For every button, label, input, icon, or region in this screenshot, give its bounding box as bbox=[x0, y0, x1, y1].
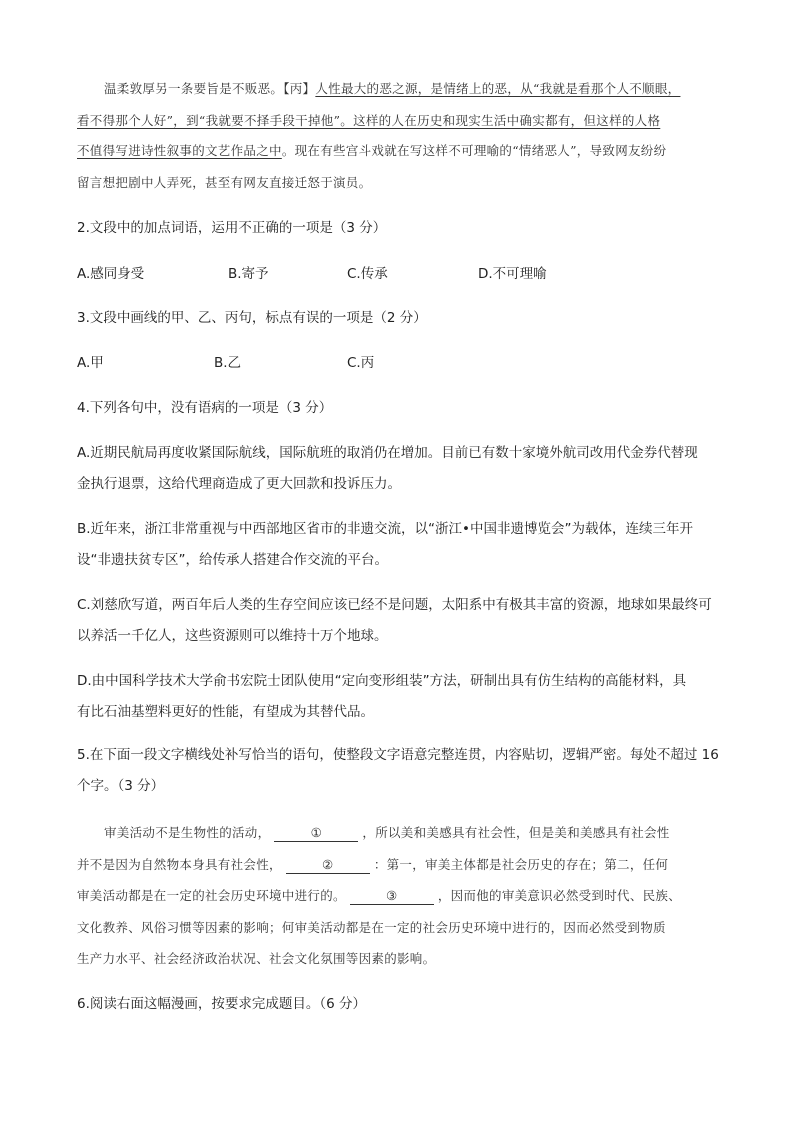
passage-line-3: 不值得写进诗性叙事的文艺作品之中。现在有些宫斗戏就在写这样不可理喻的“情绪恶人”，导致网友纷纷 bbox=[77, 143, 667, 158]
q4-option-d-line-1[interactable]: D.由中国科学技术大学俞书宏院士团队使用“定向变形组装”方法，研制出具有仿生结构的高能材料，具 bbox=[77, 673, 687, 689]
question-2: 2.文段中的加点词语，运用不正确的一项是（3 分） bbox=[77, 220, 387, 236]
q3-option-a[interactable]: A.甲 bbox=[77, 355, 104, 371]
q3-option-b[interactable]: B.乙 bbox=[214, 355, 242, 371]
underlined-sentence-bing: 人性最大的恶之源，是情绪上的恶，从“我就是看那个人不顺眼， bbox=[315, 81, 681, 96]
blank-3[interactable]: ③ bbox=[350, 888, 434, 905]
question-6: 6.阅读右面这幅漫画，按要求完成题目。（6 分） bbox=[77, 996, 367, 1012]
q4-option-b-line-2[interactable]: 设“非遗扶贫专区”，给传承人搭建合作交流的平台。 bbox=[77, 552, 388, 568]
q2-option-a[interactable]: A.感同身受 bbox=[77, 266, 145, 282]
q4-option-a-line-2[interactable]: 金执行退票，这给代理商造成了更大回款和投诉压力。 bbox=[77, 476, 401, 492]
question-4: 4.下列各句中，没有语病的一项是（3 分） bbox=[77, 400, 333, 416]
q4-option-a-line-1[interactable]: A.近期民航局再度收紧国际航线，国际航班的取消仍在增加。目前已有数十家境外航司改用代金券代替现 bbox=[77, 445, 698, 461]
blank-1[interactable]: ① bbox=[274, 825, 358, 842]
q5-passage-line-4: 文化教养、风俗习惯等因素的影响；何审美活动都是在一定的社会历史环境中进行的，因而必然受到物质 bbox=[77, 920, 666, 935]
q5-passage-line-1: 审美活动不是生物性的活动， ① ，所以美和美感具有社会性，但是美和美感具有社会性 bbox=[104, 825, 670, 840]
q2-option-c[interactable]: C.传承 bbox=[347, 266, 388, 282]
blank-2[interactable]: ② bbox=[286, 857, 370, 874]
question-5-line-2: 个字。（3 分） bbox=[77, 778, 165, 794]
question-3: 3.文段中画线的甲、乙、丙句，标点有误的一项是（2 分） bbox=[77, 310, 427, 326]
q4-option-b-line-1[interactable]: B.近年来，浙江非常重视与中西部地区省市的非遗交流，以“浙江•中国非遗博览会”为载体，连续三年开 bbox=[77, 521, 694, 537]
passage-line-1: 温柔敦厚另一条要旨是不贩恶。【丙】人性最大的恶之源，是情绪上的恶，从“我就是看那个人不顺眼， bbox=[104, 81, 681, 96]
q4-option-c-line-2[interactable]: 以养活一千亿人，这些资源则可以维持十万个地球。 bbox=[77, 628, 388, 644]
q2-option-d[interactable]: D.不可理喻 bbox=[478, 266, 547, 282]
q5-passage-line-3: 审美活动都是在一定的社会历史环境中进行的。 ③ ，因而他的审美意识必然受到时代、民族、 bbox=[77, 888, 682, 903]
q4-option-c-line-1[interactable]: C.刘慈欣写道，两百年后人类的生存空间应该已经不是问题，太阳系中有极其丰富的资源，地球如果最终可 bbox=[77, 597, 712, 613]
q2-option-b[interactable]: B.寄予 bbox=[228, 266, 269, 282]
q4-option-d-line-2[interactable]: 有比石油基塑料更好的性能，有望成为其替代品。 bbox=[77, 704, 374, 720]
q5-passage-line-2: 并不是因为自然物本身具有社会性， ② ：第一，审美主体都是社会历史的存在；第二，任何 bbox=[77, 857, 669, 872]
passage-line-2: 看不得那个人好”，到“我就要不择手段干掉他”。这样的人在历史和现实生活中确实都有，但这样的人格 bbox=[77, 113, 661, 128]
question-5-line-1: 5.在下面一段文字横线处补写恰当的语句，使整段文字语意完整连贯，内容贴切，逻辑严密。每处不超过 16 bbox=[77, 747, 719, 763]
q3-option-c[interactable]: C.丙 bbox=[347, 355, 375, 371]
q5-passage-line-5: 生产力水平、社会经济政治状况、社会文化氛围等因素的影响。 bbox=[77, 951, 436, 966]
passage-line-4: 留言想把剧中人弄死，甚至有网友直接迁怒于演员。 bbox=[77, 175, 372, 190]
